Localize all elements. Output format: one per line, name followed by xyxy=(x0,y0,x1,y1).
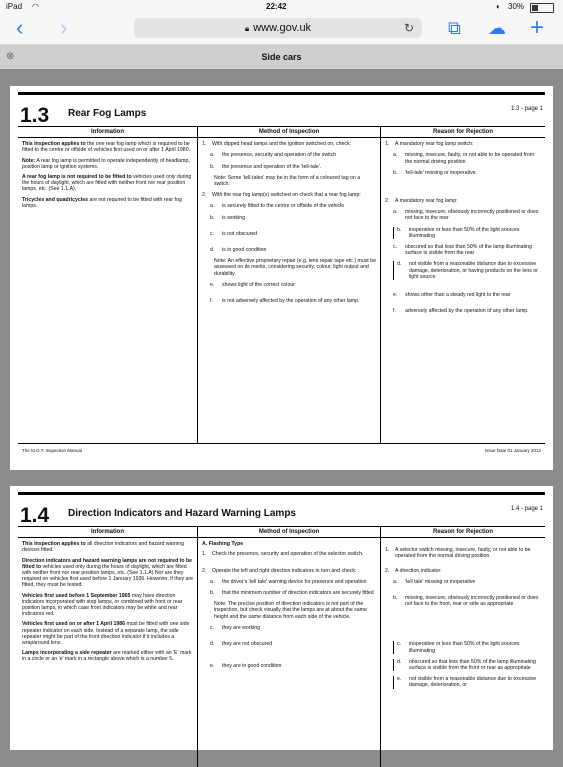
list-item: a. 'tell tale' missing or inoperative xyxy=(393,578,476,585)
page-label: 1.3 - page 1 xyxy=(510,106,543,112)
reason-column xyxy=(381,527,545,767)
list-item: e. they are in good condition xyxy=(210,663,282,670)
column-header: Information xyxy=(18,127,197,138)
new-tab-icon[interactable]: + xyxy=(530,14,545,41)
list-item: 1. A selector switch missing, insecure, faulty, or not able to be operated from the normal driving position. xyxy=(385,547,531,560)
info-paragraph: Direction indicators and hazard warning lamps are not required to be fitted to vehicles used only during the hours of daylight, which are fitted with neither front nor rear position lamps, etc. (See 1.1.A) Nor are they required on vehicles first used before 1 January 1936. However, if they are fitted, they must be tested. xyxy=(22,557,193,589)
list-item: c. they are working xyxy=(210,624,261,631)
reload-icon[interactable]: ↻ xyxy=(403,21,414,35)
inspection-table xyxy=(18,526,545,767)
list-item: e. shows other than a steady red light to the rear xyxy=(393,292,511,299)
back-icon[interactable]: ‹ xyxy=(16,15,24,40)
column-header: Reason for Rejection xyxy=(381,127,545,138)
info-paragraph: Lamps incorporating a side repeater are marked either with an 'E' mark in a circle or an 'e' mark in a rectangle above which is a number 5. xyxy=(22,650,192,663)
lock-icon: 🔒︎ xyxy=(244,24,250,33)
list-item: d. is in good condition xyxy=(210,247,267,254)
list-item: e. not visible from a reasonable distance due to excessive damage, deterioration, or xyxy=(393,676,541,688)
column-header: Method of Inspection xyxy=(198,127,380,138)
list-item: b. that the minimum number of direction indicators are securely fitted xyxy=(210,590,374,597)
info-paragraph: Tricycles and quadricycles are not required to be fitted with rear fog lamps. xyxy=(22,196,182,209)
note: Note: The precise position of direction indicators is not part of the inspection, but check visually that the lamps are at about the same height and the same distance from each side of the vehicle. xyxy=(214,601,367,620)
list-item: b. 'tell-tale' missing or inoperative. xyxy=(393,169,478,176)
information-column xyxy=(18,527,198,767)
list-item: c. is not obscured xyxy=(210,230,258,237)
list-item: 1. Check the presence, security and operation of the selector switch. xyxy=(202,551,364,558)
list-item: 1. With dipped head lamps and the ignition switched on, check: xyxy=(202,141,351,148)
info-paragraph: Vehicles first used on or after 1 April 1986 must be fitted with one side repeater indicator on each side. Instead of a separate lamp, the side repeater might be part of the front direction indicator if it includes a wraparound lens. xyxy=(22,621,190,647)
info-paragraph: Note: A rear fog lamp is permitted to operate independently of headlamp, position lamp or ignition systems. xyxy=(22,157,190,170)
info-paragraph: Vehicles first used before 1 September 1965 may have direction indicators incorporated with stop lamps, or combined with front or rear position lamps, in which case front indicators may be white and rear indicators red. xyxy=(22,592,183,618)
list-item: a. missing, insecure, faulty, or not able to be operated from the normal driving position xyxy=(393,152,535,165)
section-title: Direction Indicators and Hazard Warning Lamps xyxy=(68,508,296,519)
list-item: f. is not adversely affected by the operation of any other lamp. xyxy=(210,298,360,305)
list-item: b. inoperative or less than 50% of the light sources illuminating xyxy=(393,227,541,239)
list-item: e. shows light of the correct colour xyxy=(210,281,295,288)
list-item: 1. A mandatory rear fog lamp switch: xyxy=(385,141,474,148)
orientation-lock-icon: ◐ xyxy=(496,2,501,11)
browser-toolbar xyxy=(0,14,563,45)
list-item: f. adversely affected by the operation of any other lamp. xyxy=(393,308,529,315)
footer-right: Issue Date 01 January 2012 xyxy=(484,448,541,453)
clock: 22:42 xyxy=(266,2,287,11)
list-item: a. the driver's 'tell tale' warning device for presence and operation xyxy=(210,578,367,585)
subheading: A. Flashing Type xyxy=(202,541,244,548)
list-item: b. is working xyxy=(210,214,246,221)
forward-icon[interactable]: › xyxy=(60,15,68,40)
section-number: 1.4 xyxy=(20,504,50,527)
inspection-table xyxy=(18,126,545,444)
footer-left: The M.O.T. Inspection Manual xyxy=(22,448,83,453)
column-header: Information xyxy=(18,527,197,538)
list-item: d. they are not obscured xyxy=(210,641,273,648)
battery-icon xyxy=(530,3,554,13)
device-label: iPad xyxy=(6,2,23,11)
url-text: www.gov.uk xyxy=(253,22,312,34)
document-page-1-3 xyxy=(10,86,553,470)
column-header: Method of Inspection xyxy=(198,527,380,538)
list-item: c. inoperative or less than 50% of the light sources illuminating xyxy=(393,641,541,653)
document-page-1-4 xyxy=(10,486,553,750)
tab-side-cars[interactable] xyxy=(0,45,563,69)
reason-column xyxy=(381,127,545,443)
list-item: 2. A direction indicator: xyxy=(385,567,442,574)
wifi-icon: ◠ xyxy=(32,2,39,11)
column-header: Reason for Rejection xyxy=(381,527,545,538)
method-column xyxy=(198,127,381,443)
list-item: a. is securely fitted to the centre or offside of the vehicle xyxy=(210,203,345,210)
cloud-tabs-icon[interactable]: ☁ xyxy=(488,18,506,38)
method-column xyxy=(198,527,381,767)
list-item: b. missing, insecure, obviously incorrectly positioned or does not face to the front, rear or side as appropriate xyxy=(393,595,539,608)
list-item: d. obscured so that less than 50% of the lamp illuminating surface is visible from the front or rear as appropriate xyxy=(393,659,541,671)
bookmarks-icon[interactable]: ⧉ xyxy=(448,18,461,38)
battery-percent: 30% xyxy=(508,2,525,11)
section-title: Rear Fog Lamps xyxy=(68,108,147,119)
information-column xyxy=(18,127,198,443)
tab-title: Side cars xyxy=(261,52,302,62)
list-item: c. obscured so that less than 50% of the lamp illuminating surface is visible from the rear xyxy=(393,244,532,257)
list-item: b. the presence and operation of the 'tell-tale'. xyxy=(210,163,322,170)
info-paragraph: A rear fog lamp is not required to be fitted to vehicles used only during the hours of daylight, which are fitted with neither front nor rear position lamps, etc. (See 1.1.A). xyxy=(22,174,192,193)
top-rule xyxy=(18,92,545,95)
list-item: d. not visible from a reasonable distance due to excessive damage, deterioration, or having products on the lens or light source xyxy=(393,261,541,280)
list-item: 2. A mandatory rear fog lamp: xyxy=(385,198,458,205)
info-paragraph: This inspection applies to all direction indicators and hazard warning devices fitted. xyxy=(22,541,185,554)
status-bar xyxy=(0,0,563,14)
top-rule xyxy=(18,492,545,495)
list-item: 2. With the rear fog lamp(s) switched on check that a rear fog lamp: xyxy=(202,192,361,199)
note: Note: Some 'tell-tales' may be in the form of a coloured tag on a switch. xyxy=(214,174,361,188)
section-number: 1.3 xyxy=(20,104,50,127)
note: Note: An effective proprietary repair (e.g. lens repair tape etc.) must be assessed on its merits, considering security, colour, light output and durability. xyxy=(214,258,376,277)
address-bar[interactable] xyxy=(134,18,422,38)
list-item: 2. Operate the left and right direction indicators in turn and check: xyxy=(202,567,357,574)
close-tab-icon[interactable]: ⊗ xyxy=(6,51,15,62)
page-label: 1.4 - page 1 xyxy=(510,506,543,512)
list-item: a. the presence, security and operation of the switch xyxy=(210,152,337,159)
info-paragraph: This inspection applies to the one rear fog lamp which is required to be fitted to the centre or offside of vehicles first used on or after 1 April 1980. xyxy=(22,141,191,154)
list-item: a. missing, insecure, obviously incorrectly positioned or does not face to the rear xyxy=(393,209,539,222)
